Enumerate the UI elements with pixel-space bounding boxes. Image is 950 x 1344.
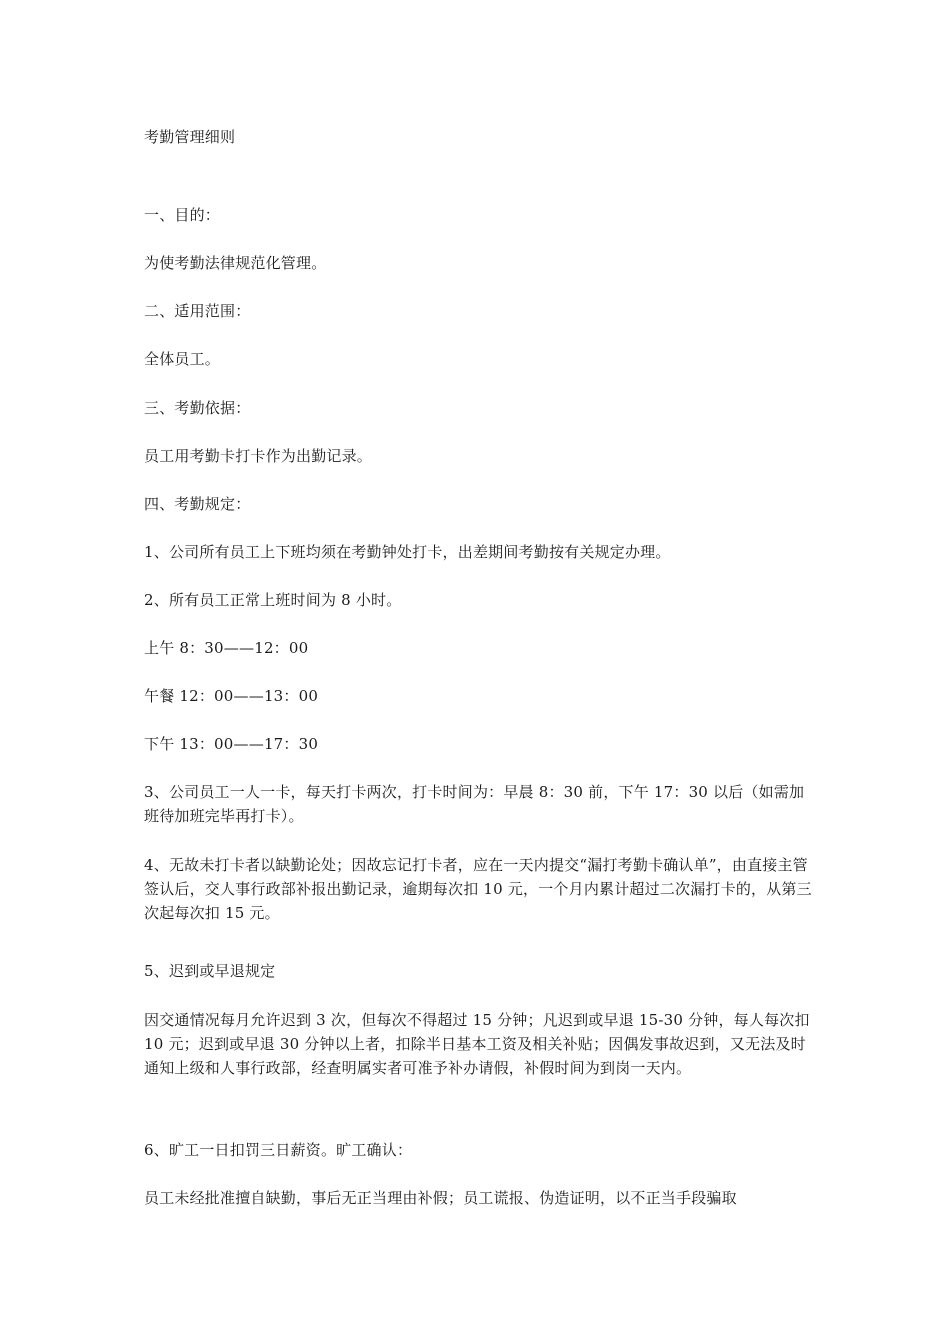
paragraph-scope: 全体员工。 xyxy=(144,350,221,368)
rule-6: 6、旷工一日扣罚三日薪资。旷工确认： xyxy=(144,1141,413,1159)
rule-5-detail: 因交通情况每月允许迟到 3 次，但每次不得超过 15 分钟；凡迟到或早退 15-30 分钟，每人每次扣 10 元；迟到或早退 30 分钟以上者，扣除半日基本工资及相关补贴；因偶发事故迟到，又无法及时通知上级和人事行政部，经查明属实者可准予补办请假，补假时间为到岗一天内。 xyxy=(144,1011,810,1077)
paragraph-purpose: 为使考勤法律规范化管理。 xyxy=(144,254,327,272)
paragraph-basis: 员工用考勤卡打卡作为出勤记录。 xyxy=(144,447,373,465)
rule-4: 4、无故未打卡者以缺勤论处；因故忘记打卡者，应在一天内提交“漏打考勤卡确认单”，由直接主管签认后，交人事行政部补报出勤记录，逾期每次扣 10 元，一个月内累计超过二次漏打卡的，从第三次起每次扣 15 元。 xyxy=(144,856,812,922)
rule-5-heading: 5、迟到或早退规定 xyxy=(144,962,276,980)
section-heading-purpose: 一、目的： xyxy=(144,206,221,224)
schedule-lunch: 午餐 12：00——13：00 xyxy=(144,687,319,705)
section-heading-scope: 二、适用范围： xyxy=(144,302,251,320)
section-heading-rules: 四、考勤规定： xyxy=(144,495,251,513)
rule-3: 3、公司员工一人一卡，每天打卡两次，打卡时间为：早晨 8：30 前，下午 17：30 以后（如需加班待加班完毕再打卡）。 xyxy=(144,783,805,825)
rule-6-detail: 员工未经批准擅自缺勤，事后无正当理由补假；员工谎报、伪造证明，以不正当手段骗取 xyxy=(144,1189,737,1207)
schedule-afternoon: 下午 13：00——17：30 xyxy=(144,735,319,753)
rule-2: 2、所有员工正常上班时间为 8 小时。 xyxy=(144,591,402,609)
rule-1: 1、公司所有员工上下班均须在考勤钟处打卡，出差期间考勤按有关规定办理。 xyxy=(144,543,671,561)
schedule-morning: 上午 8：30——12：00 xyxy=(144,639,309,657)
document-title: 考勤管理细则 xyxy=(144,128,236,146)
section-heading-basis: 三、考勤依据： xyxy=(144,399,251,417)
